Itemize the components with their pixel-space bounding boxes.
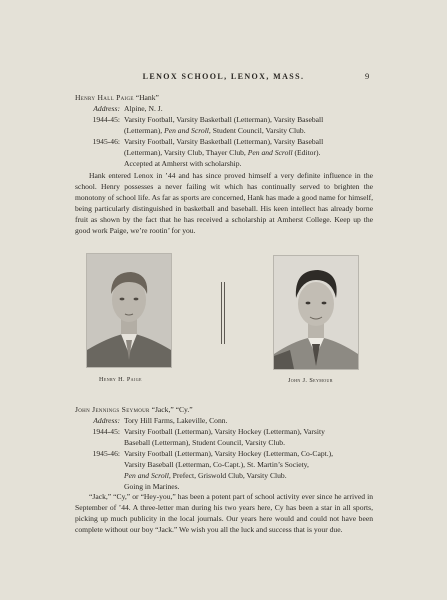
year-label: 1944-45:	[92, 115, 120, 124]
address-row	[75, 103, 373, 114]
address-label: Address:	[93, 104, 120, 113]
activities-line-end: , Prefect, Griswold Club, Varsity Club.	[168, 471, 287, 480]
activities-line: Varsity Football, Varsity Basketball (Letterman), Varsity Baseball	[124, 115, 324, 124]
address-value: Alpine, N. J.	[124, 104, 163, 113]
portrait-image	[87, 254, 171, 367]
photo-caption-seymour: John J. Seymour	[288, 377, 333, 384]
activities-line: Varsity Football, Varsity Basketball (Letterman), Varsity Baseball	[124, 137, 324, 146]
year-activities	[124, 448, 373, 481]
student-nickname: “Jack,” “Cy.”	[151, 405, 193, 414]
address-value: Tory Hill Farms, Lakeville, Conn.	[124, 416, 228, 425]
entry-john-seymour	[75, 404, 373, 492]
student-name: John Jennings Seymour	[75, 405, 150, 414]
year-activities	[124, 426, 373, 448]
year-row-1944	[75, 114, 373, 136]
photo-caption-paige: Henry H. Paige	[99, 376, 142, 383]
year-label: 1945-46:	[92, 137, 120, 146]
entry-paragraph: “Jack,” “Cy,” or “Hey-you,” has been a potent part of school activity ever since he arrived in September of ’44. A three-letter man during his two years here, Cy has been a star in all sports, picking up much publicity in the local journals. Our years here would and could not have been complete without our boy “Jack.” We wish you all the luck and success that is your due.	[75, 492, 373, 534]
year-label: 1944-45:	[92, 427, 120, 436]
entry-note: Going in Marines.	[124, 482, 180, 491]
activities-italic: Pen and Scroll	[164, 126, 209, 135]
year-row-1945	[75, 136, 373, 158]
student-name: Henry Hall Paige	[75, 93, 134, 102]
year-activities	[124, 114, 373, 136]
entry-henry-paige	[75, 92, 373, 169]
student-nickname: “Hank”	[135, 93, 159, 102]
portrait-photo-paige	[86, 253, 172, 368]
activities-line-end: , Student Council, Varsity Club.	[208, 126, 306, 135]
entry-paragraph: Hank entered Lenox in ’44 and has since proved himself a very definite influence in the school. Henry possesses a never failing wit which has continually served to brighten the monotony of school life. As far as sports are concerned, Hank has made a good name for himself, being particularly distinguished in basketball and baseball. His keen intellect has already borne fruit as shown by the fact that he has received a scholarship at Amherst College. Keep up the good work Paige, we’re rootin’ for you.	[75, 171, 373, 235]
entry-heading	[75, 92, 373, 103]
activities-italic: Pen and Scroll	[247, 148, 293, 157]
activities-line: Varsity Football (Letterman), Varsity Hockey (Letterman, Co-Capt.),	[124, 449, 334, 458]
year-activities	[124, 136, 373, 158]
activities-line: (Letterman),	[124, 126, 165, 135]
page-header: LENOX SCHOOL, LENOX, MASS.	[142, 72, 305, 81]
divider-rule	[221, 282, 225, 344]
portrait-photo-seymour	[273, 255, 359, 370]
address-label: Address:	[93, 416, 120, 425]
address-row	[75, 415, 373, 426]
activities-line: Varsity Baseball (Letterman, Co-Capt.), St. Martin’s Society,	[124, 460, 309, 469]
activities-line: (Letterman), Varsity Club, Thayer Club,	[124, 148, 248, 157]
activities-line: Baseball (Letterman), Student Council, Varsity Club.	[124, 438, 285, 447]
note-row	[75, 158, 373, 169]
year-label: 1945-46:	[92, 449, 120, 458]
year-row-1945	[75, 448, 373, 481]
portrait-image	[274, 256, 358, 369]
entry-heading	[75, 404, 373, 415]
activities-line-end: (Editor).	[292, 148, 321, 157]
activities-italic: Pen and Scroll	[124, 471, 169, 480]
page-number: 9	[365, 71, 370, 81]
year-row-1944	[75, 426, 373, 448]
activities-line: Varsity Football (Letterman), Varsity Hockey (Letterman), Varsity	[124, 427, 325, 436]
entry-note: Accepted at Amherst with scholarship.	[124, 159, 242, 168]
